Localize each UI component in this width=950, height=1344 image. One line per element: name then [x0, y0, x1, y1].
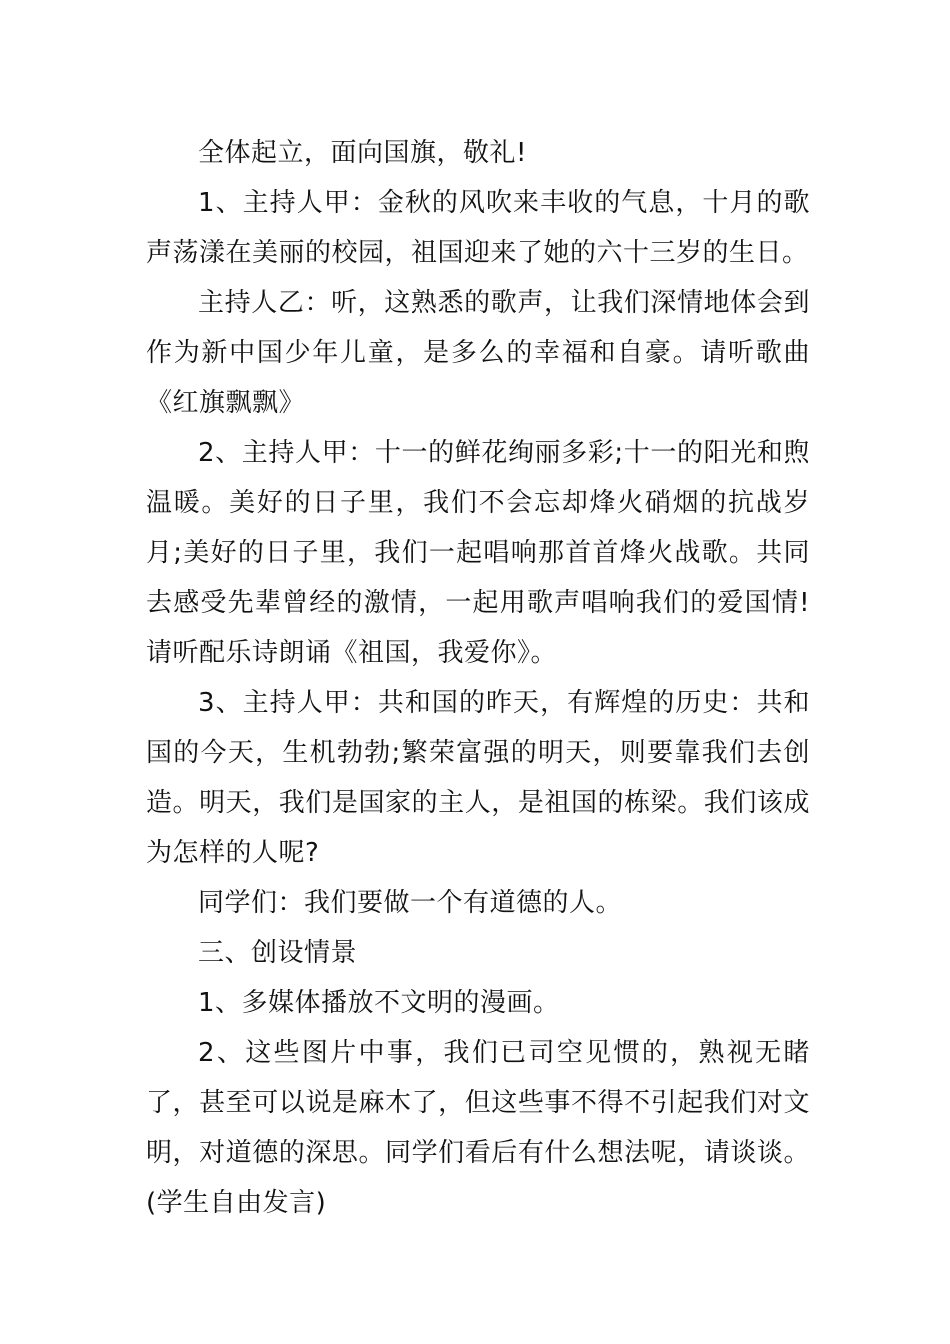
paragraph-host-a-1: 1、主持人甲：金秋的风吹来丰收的气息，十月的歌声荡漾在美丽的校园，祖国迎来了她的六十三岁的生日。: [146, 188, 810, 268]
section-heading: 三、创设情景: [198, 938, 358, 968]
paragraph-host-a-2: 2、主持人甲：十一的鲜花绚丽多彩;十一的阳光和煦温暖。美好的日子里，我们不会忘却烽火硝烟的抗战岁月;美好的日子里，我们一起唱响那首首烽火战歌。共同去感受先辈曾经的激情，一起用歌声唱响我们的爱国情!请听配乐诗朗诵《祖国，我爱你》。: [146, 438, 810, 668]
paragraph-host-a-3: 3、主持人甲：共和国的昨天，有辉煌的历史：共和国的今天，生机勃勃;繁荣富强的明天，则要靠我们去创造。明天，我们是国家的主人，是祖国的栋梁。我们该成为怎样的人呢?: [146, 688, 810, 868]
paragraph-salute: 全体起立，面向国旗，敬礼!: [198, 138, 527, 168]
paragraph-students: 同学们：我们要做一个有道德的人。: [198, 888, 623, 918]
document-body: [146, 128, 810, 1228]
paragraph-discussion: 2、这些图片中事，我们已司空见惯的，熟视无睹了，甚至可以说是麻木了，但这些事不得不引起我们对文明，对道德的深思。同学们看后有什么想法呢，请谈谈。(学生自由发言): [146, 1038, 810, 1218]
paragraph-multimedia: 1、多媒体播放不文明的漫画。: [198, 988, 560, 1018]
paragraph-host-b: 主持人乙：听，这熟悉的歌声，让我们深情地体会到作为新中国少年儿童，是多么的幸福和自豪。请听歌曲《红旗飘飘》: [146, 288, 810, 418]
